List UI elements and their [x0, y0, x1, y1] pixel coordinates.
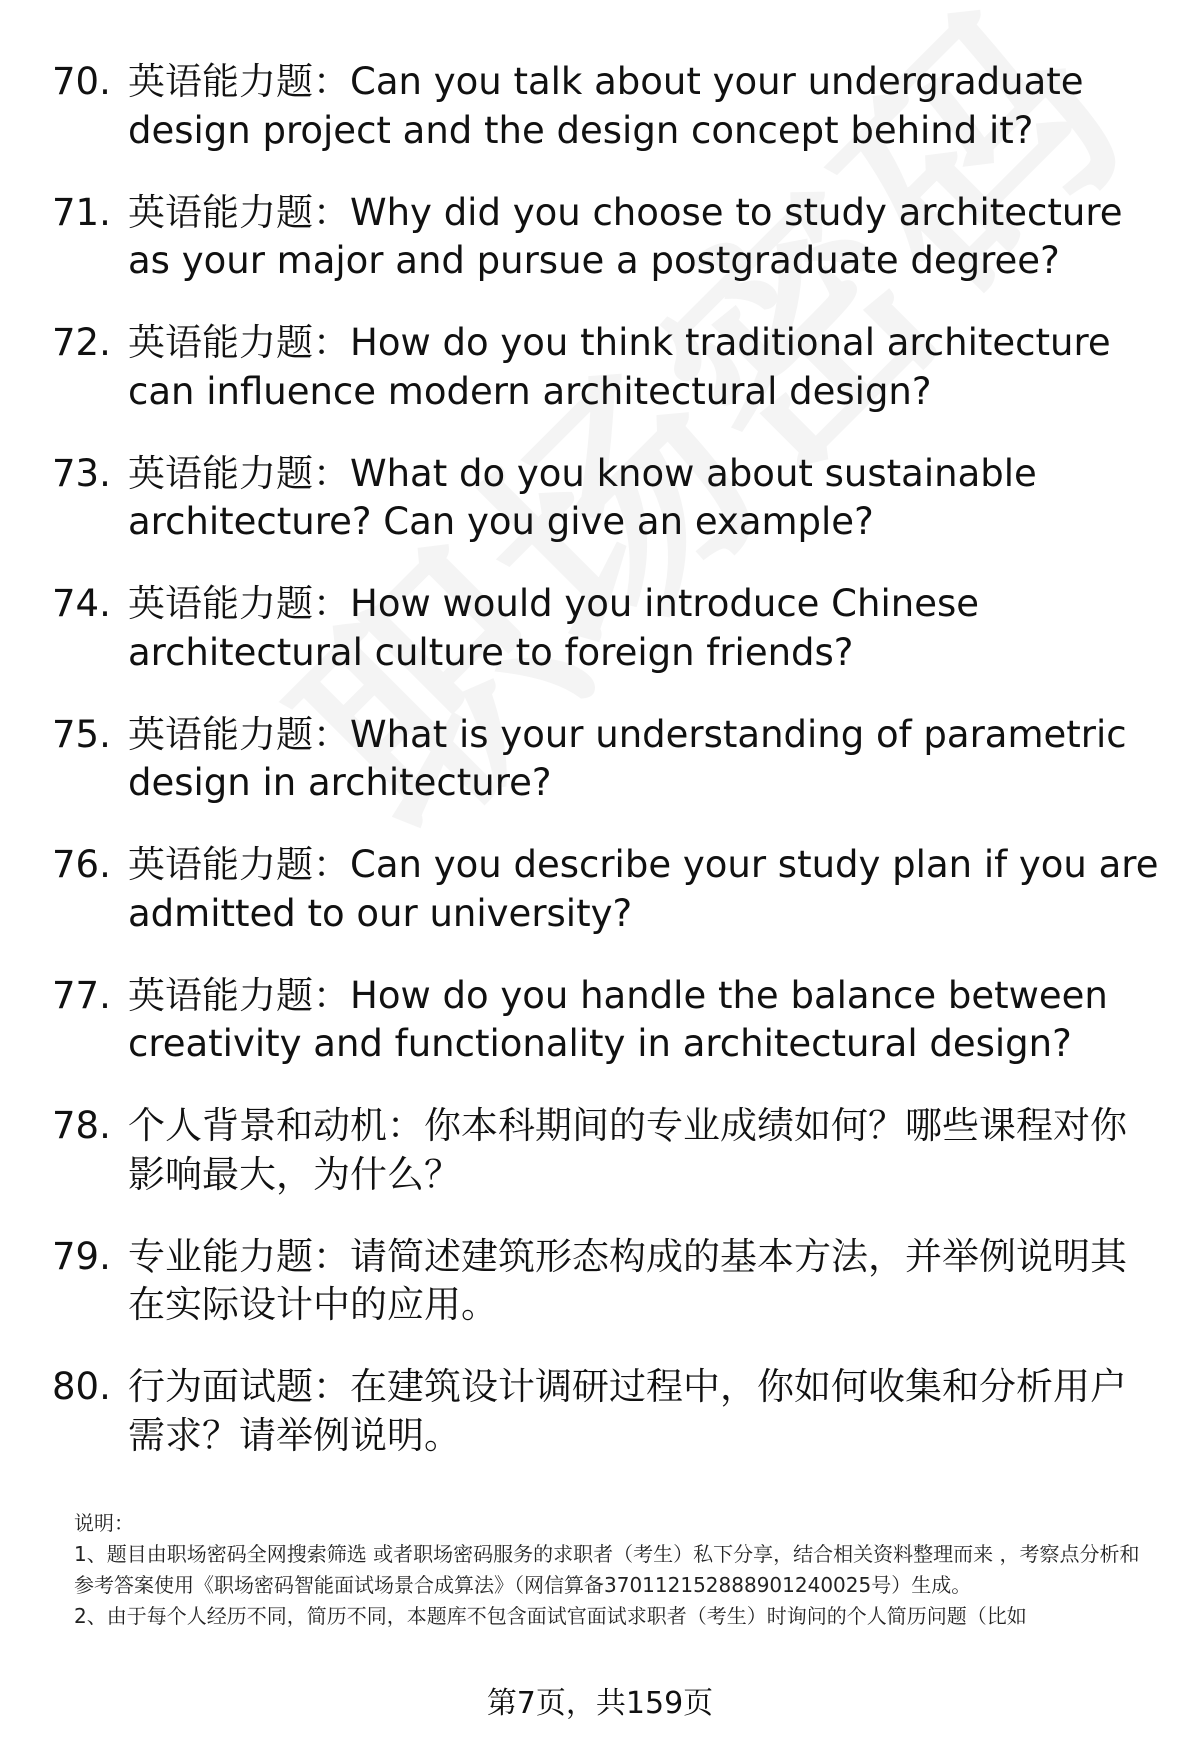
- question-category: 英语能力题：: [128, 60, 350, 103]
- question-text: How would you introduce Chinese architectural culture to foreign friends?: [128, 582, 979, 674]
- question-item: [52, 580, 1162, 677]
- question-text: Why did you choose to study architecture as your major and pursue a postgraduate degree?: [128, 190, 1123, 282]
- question-category: 英语能力题：: [128, 712, 350, 756]
- question-body: [128, 189, 1162, 286]
- question-body: [128, 450, 1162, 547]
- question-number: 73.: [52, 451, 111, 495]
- question-number: 79.: [52, 1234, 111, 1278]
- question-body: [128, 580, 1162, 677]
- question-text: How do you think traditional architecture can influence modern architectural design?: [128, 321, 1111, 413]
- question-text: 请简述建筑形态构成的基本方法，并举例说明其在实际设计中的应用。: [128, 1234, 1127, 1326]
- question-body: [128, 58, 1162, 155]
- question-item: [52, 58, 1162, 155]
- question-category: 英语能力题：: [128, 451, 350, 495]
- question-text: 你本科期间的专业成绩如何？哪些课程对你影响最大，为什么？: [128, 1104, 1127, 1196]
- question-item: [52, 841, 1162, 938]
- question-body: [128, 711, 1162, 808]
- page-footer: 第7页，共159页: [486, 1686, 714, 1721]
- question-text: 在建筑设计调研过程中，你如何收集和分析用户需求？请举例说明。: [128, 1365, 1127, 1457]
- question-number: 78.: [52, 1104, 111, 1147]
- question-body: [128, 1102, 1162, 1199]
- question-number: 72.: [52, 321, 111, 364]
- note-item: 1、题目由职场密码全网搜索筛选 或者职场密码服务的求职者（考生）私下分享，结合相关资料整理而来 ，考察点分析和参考答案使用《职场密码智能面试场景合成算法》（网信算备370112152888901240025号）生成。: [74, 1542, 1140, 1597]
- question-category: 专业能力题：: [128, 1234, 350, 1278]
- question-item: [52, 319, 1162, 416]
- question-category: 英语能力题：: [128, 321, 350, 364]
- question-item: [52, 450, 1162, 547]
- question-category: 个人背景和动机：: [128, 1104, 424, 1147]
- question-body: [128, 1233, 1162, 1330]
- notes-section: [74, 1508, 1154, 1632]
- question-body: [128, 1363, 1162, 1460]
- question-number: 70.: [52, 60, 111, 103]
- notes-heading: 说明：: [74, 1511, 134, 1535]
- question-category: 英语能力题：: [128, 843, 350, 886]
- question-item: [52, 972, 1162, 1069]
- question-text: How do you handle the balance between creativity and functionality in architectural design?: [128, 973, 1108, 1065]
- question-number: 77.: [52, 973, 111, 1017]
- question-text: Can you talk about your undergraduate design project and the design concept behind it?: [128, 60, 1084, 152]
- question-category: 英语能力题：: [128, 973, 350, 1017]
- question-number: 76.: [52, 843, 111, 886]
- question-body: [128, 319, 1162, 416]
- question-item: [52, 189, 1162, 286]
- question-number: 74.: [52, 582, 111, 625]
- question-category: 英语能力题：: [128, 190, 350, 234]
- question-text: Can you describe your study plan if you are admitted to our university?: [128, 843, 1159, 935]
- question-number: 71.: [52, 190, 111, 234]
- question-list: [52, 58, 1162, 1494]
- question-body: [128, 841, 1162, 938]
- question-category: 英语能力题：: [128, 582, 350, 625]
- question-category: 行为面试题：: [128, 1365, 350, 1408]
- note-item: 2、由于每个人经历不同，简历不同，本题库不包含面试官面试求职者（考生）时询问的个人简历问题（比如: [74, 1604, 1027, 1628]
- question-number: 75.: [52, 712, 111, 756]
- question-item: [52, 1233, 1162, 1330]
- question-text: What do you know about sustainable architecture? Can you give an example?: [128, 451, 1037, 543]
- question-number: 80.: [52, 1365, 111, 1408]
- question-item: [52, 711, 1162, 808]
- question-item: [52, 1363, 1162, 1460]
- question-text: What is your understanding of parametric design in architecture?: [128, 712, 1127, 804]
- question-body: [128, 972, 1162, 1069]
- question-item: [52, 1102, 1162, 1199]
